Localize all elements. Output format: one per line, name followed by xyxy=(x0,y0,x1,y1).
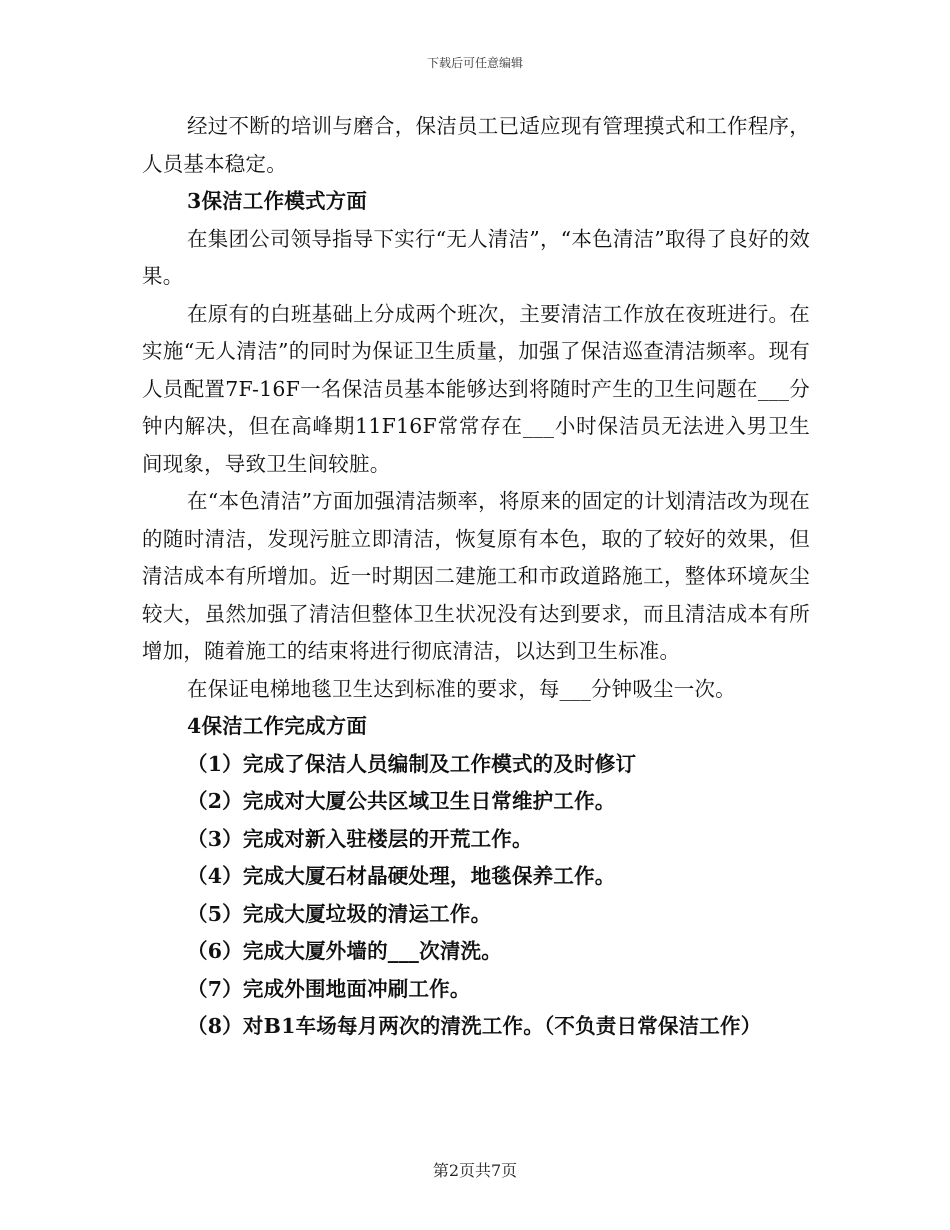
list-item: （1）完成了保洁人员编制及工作模式的及时修订 xyxy=(187,751,637,776)
list-item: （4）完成大厦石材晶硬处理，地毯保养工作。 xyxy=(187,864,616,888)
section-heading-work-completed: 4保洁工作完成方面 xyxy=(187,714,368,738)
paragraph-staff-stability: 经过不断的培训与磨合，保洁员工已适应现有管理摸式和工作程序，人员基本稳定。 xyxy=(142,114,810,176)
list-item: （7）完成外围地面冲刷工作。 xyxy=(187,976,471,1001)
section-heading-work-mode: 3保洁工作模式方面 xyxy=(187,189,368,213)
document-body xyxy=(142,108,810,1046)
paragraph-cleaning-modes: 在集团公司领导指导下实行“无人清洁”，“本色清洁”取得了良好的效果。 xyxy=(142,226,810,288)
paragraph-original-color-cleaning: 在“本色清洁”方面加强清洁频率，将原来的固定的计划清洁改为现在的随时清洁，发现污脏立即清洁，恢复原有本色，取的了较好的效果，但清洁成本有所增加。近一时期因二建施工和市政道路施工，整体环境灰尘较大，虽然加强了清洁但整体卫生状况没有达到要求，而且清洁成本有所增加，随着施工的结束将进行彻底清洁，以达到卫生标准。 xyxy=(142,489,810,663)
list-item: （5）完成大厦垃圾的清运工作。 xyxy=(187,901,492,926)
list-item: （8）对B1车场每月两次的清洗工作。（不负责日常保洁工作） xyxy=(187,1014,762,1038)
paragraph-elevator-carpet: 在保证电梯地毯卫生达到标准的要求，每___分钟吸尘一次。 xyxy=(187,676,736,701)
list-item: （3）完成对新入驻楼层的开荒工作。 xyxy=(187,826,533,851)
list-item: （6）完成大厦外墙的___次清洗。 xyxy=(187,939,502,963)
page-footer: 第2页共7页 xyxy=(432,1161,518,1180)
paragraph-shift-arrangement: 在原有的白班基础上分成两个班次，主要清洁工作放在夜班进行。在实施“无人清洁”的同时为保证卫生质量，加强了保洁巡查清洁频率。现有人员配置7F-16F一名保洁员基本能够达到将随时产生的卫生问题在___分钟内解决，但在高峰期11F16F常常存在___小时保洁员无法进入男卫生间现象，导致卫生间较脏。 xyxy=(142,301,810,476)
page-header: 下载后可任意编辑 xyxy=(426,56,523,70)
list-item: （2）完成对大厦公共区域卫生日常维护工作。 xyxy=(187,789,616,813)
